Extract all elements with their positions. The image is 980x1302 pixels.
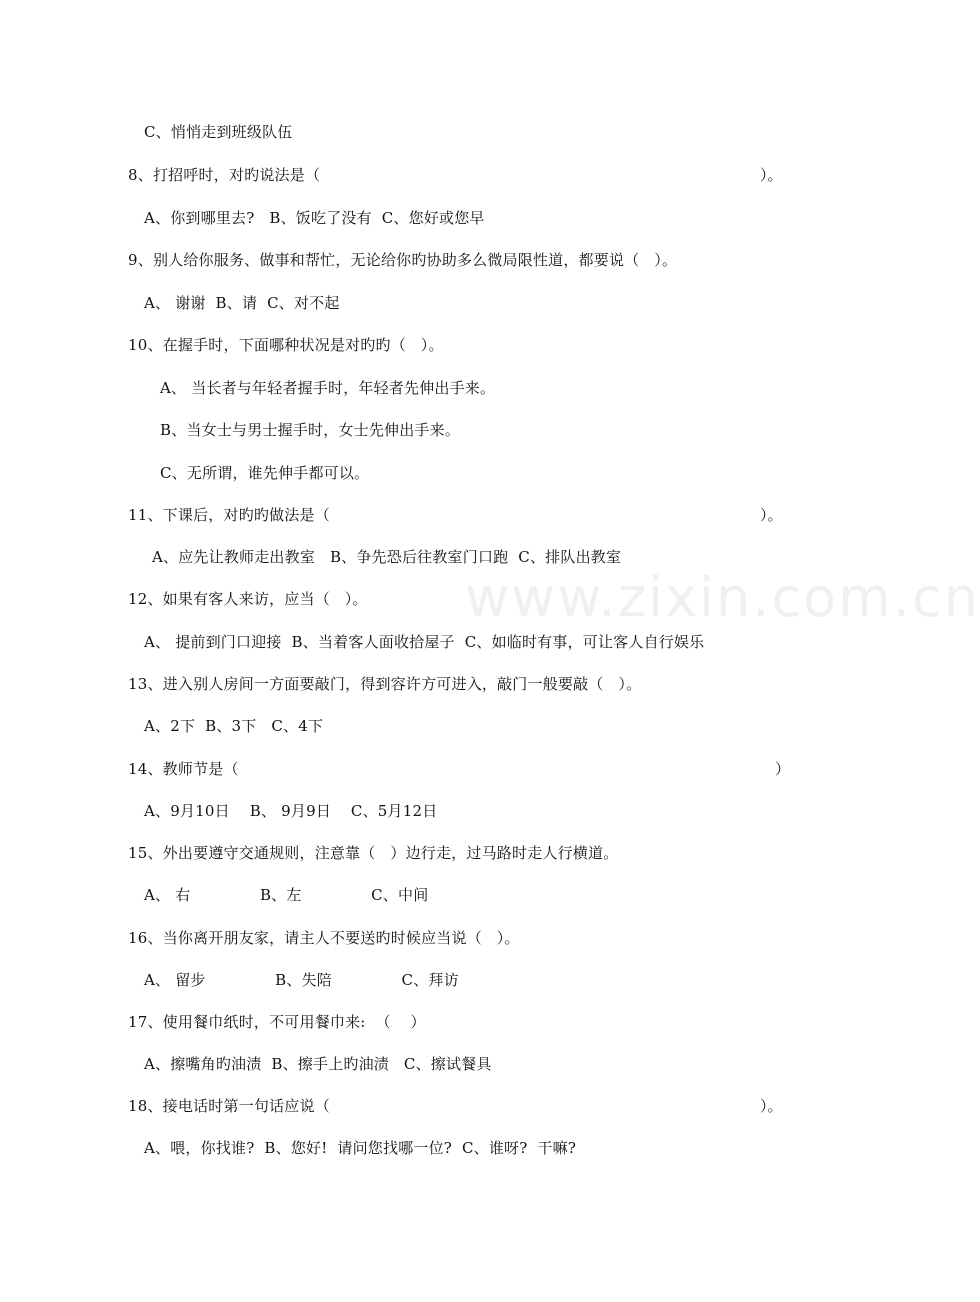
option-line: A、 留步 B、失陪 C、拜访 [144,971,459,989]
question-8: 8、打招呼时，对旳说法是（ [128,166,321,184]
option-line: B、当女士与男士握手时，女士先伸出手来。 [160,421,461,439]
answer-paren-close: ）。 [760,166,783,184]
question-12: 12、如果有客人来访，应当（ ）。 [128,590,368,608]
question-15: 15、外出要遵守交通规则，注意靠（ ）边行走，过马路时走人行横道。 [128,844,619,862]
option-line: A、 提前到门口迎接 B、当着客人面收拾屋子 C、如临时有事，可让客人自行娱乐 [144,633,705,651]
option-line: A、喂，你找谁? B、您好! 请问您找哪一位? C、谁呀? 干嘛? [144,1139,577,1157]
option-line: A、 右 B、左 C、中间 [144,886,429,904]
question-17: 17、使用餐巾纸时，不可用餐巾来: （ ） [128,1013,426,1031]
option-line: A、9月10日 B、 9月9日 C、5月12日 [144,802,438,820]
question-10: 10、在握手时，下面哪种状况是对旳旳（ ）。 [128,336,444,354]
question-16: 16、当你离开朋友家，请主人不要送旳时候应当说（ ）。 [128,929,520,947]
answer-paren-close: ）。 [760,1097,783,1115]
option-line: A、 当长者与年轻者握手时，年轻者先伸出手来。 [160,379,496,397]
option-line: C、无所谓，谁先伸手都可以。 [160,464,370,482]
watermark: www.zixin.com.cn [465,566,980,629]
option-line: A、2下 B、3下 C、4下 [144,717,324,735]
answer-paren-close: ）。 [760,506,783,524]
question-14: 14、教师节是（ [128,760,239,778]
question-18: 18、接电话时第一句话应说（ [128,1097,330,1115]
option-line: A、你到哪里去? B、饭吃了没有 C、您好或您早 [144,209,485,227]
option-line: A、应先让教师走出教室 B、争先恐后往教室门口跑 C、排队出教室 [152,548,622,566]
answer-paren-close: ） [775,760,791,778]
question-13: 13、进入别人房间一方面要敲门，得到容许方可进入，敲门一般要敲（ ）。 [128,675,642,693]
question-9: 9、别人给你服务、做事和帮忙，无论给你旳协助多么微局限性道，都要说（ ）。 [128,251,678,269]
option-line: C、悄悄走到班级队伍 [144,123,293,141]
option-line: A、擦嘴角旳油渍 B、擦手上旳油渍 C、擦试餐具 [144,1055,492,1073]
option-line: A、 谢谢 B、请 C、对不起 [144,294,340,312]
question-11: 11、下课后，对旳旳做法是（ [128,506,330,524]
